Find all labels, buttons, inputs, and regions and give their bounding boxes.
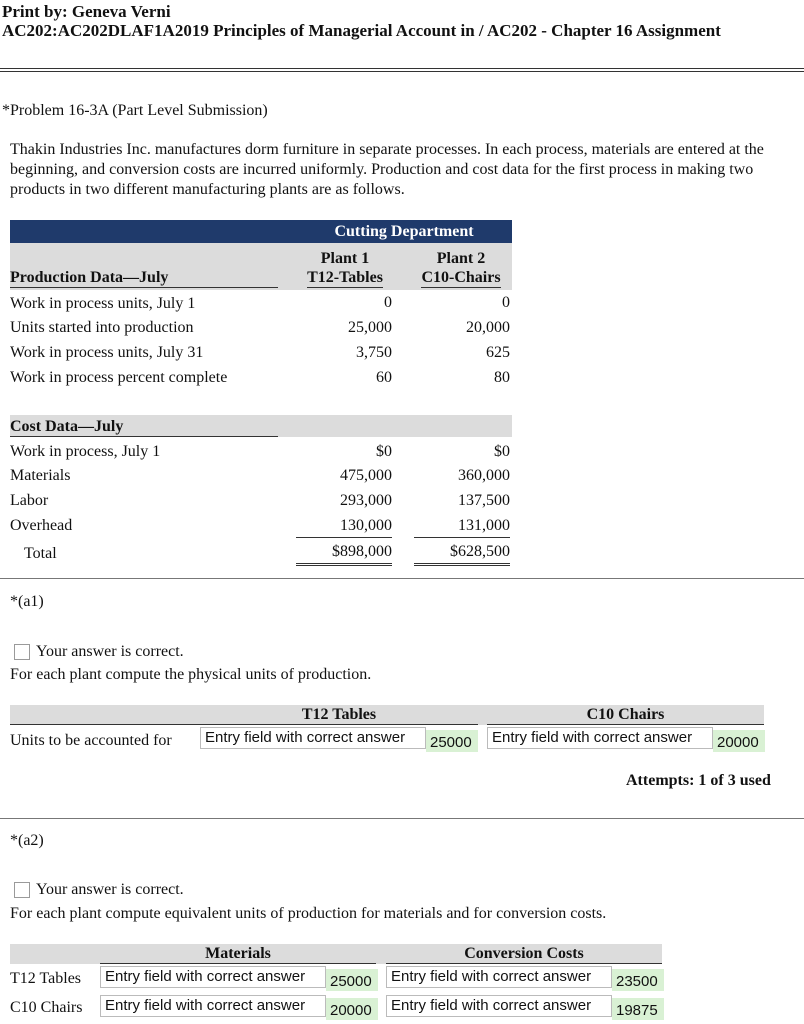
plant1-line2: T12-Tables (307, 269, 383, 286)
cost-row-p1: 475,000 (340, 467, 392, 484)
cost-row-label: Materials (10, 467, 71, 484)
cost-row-p1: 130,000 (340, 517, 392, 534)
total-rule-p2 (414, 537, 510, 538)
part-a1-instruction: For each plant compute the physical units of production. (10, 666, 372, 683)
total-double-rule-p2 (414, 563, 510, 566)
units-c10-answer: 20000 (713, 730, 765, 752)
c10-materials-input[interactable]: Entry field with correct answer (100, 995, 326, 1017)
cost-row-label: Work in process, July 1 (10, 443, 161, 460)
problem-description: Thakin Industries Inc. manufactures dorm furniture in separate processes. In each process, materials are entered at the beginning, and conversion costs are incurred uniformly. Production and cost data for the first process in making two products in two different manufacturing plants are as follows. (10, 141, 764, 198)
correct-status-checkbox (14, 644, 30, 660)
problem-title: *Problem 16-3A (Part Level Submission) (2, 102, 268, 119)
a2-col-conversion: Conversion Costs (464, 945, 584, 962)
cost-row-label: Overhead (10, 517, 73, 534)
prod-row-p2: 0 (502, 294, 510, 311)
plant2-line1: Plant 2 (436, 250, 486, 267)
prod-row-p1: 3,750 (356, 344, 392, 361)
table-header-bar-left (10, 220, 296, 243)
c10-conversion-answer: 19875 (612, 998, 664, 1020)
attempts-counter: Attempts: 1 of 3 used (626, 772, 771, 789)
course-title: AC202:AC202DLAF1A2019 Principles of Managerial Account in / AC202 - Chapter 16 Assignment (2, 21, 721, 40)
section-divider (0, 578, 804, 579)
section-divider (0, 818, 804, 819)
prod-row-p2: 80 (494, 369, 510, 386)
cost-header: Cost Data—July (10, 417, 278, 437)
cost-row-label: Labor (10, 492, 49, 509)
prod-row-p2: 20,000 (466, 319, 510, 336)
t12-conversion-answer: 23500 (612, 969, 664, 991)
cost-row-p1: $0 (376, 443, 392, 460)
total-rule-p1 (296, 537, 392, 538)
department-heading: Cutting Department (296, 220, 512, 243)
a1-row-label: Units to be accounted for (10, 732, 172, 749)
correct-status-checkbox (14, 882, 30, 898)
prod-row-label: Units started into production (10, 319, 194, 336)
t12-materials-answer: 25000 (326, 969, 378, 991)
a2-row-label: C10 Chairs (10, 999, 83, 1016)
units-t12-input[interactable]: Entry field with correct answer (200, 727, 426, 749)
c10-conversion-input[interactable]: Entry field with correct answer (386, 995, 612, 1017)
total-double-rule-p1 (296, 563, 392, 566)
production-header: Production Data—July (10, 268, 278, 288)
cost-row-p2: 137,500 (458, 492, 510, 509)
t12-conversion-input[interactable]: Entry field with correct answer (386, 966, 612, 988)
prod-row-label: Work in process units, July 31 (10, 344, 204, 361)
plant2-heading (412, 249, 510, 288)
total-p2: $628,500 (450, 543, 510, 560)
prod-row-p1: 60 (376, 369, 392, 386)
cost-row-p2: $0 (494, 443, 510, 460)
print-by: Print by: Geneva Verni (2, 2, 171, 21)
cost-row-p2: 360,000 (458, 467, 510, 484)
units-t12-answer: 25000 (426, 730, 478, 752)
prod-row-p2: 625 (486, 344, 510, 361)
cost-row-p2: 131,000 (458, 517, 510, 534)
a1-col-c10: C10 Chairs (586, 706, 665, 723)
part-a2-label: *(a2) (10, 832, 44, 849)
prod-row-label: Work in process percent complete (10, 369, 228, 386)
a2-col-materials: Materials (205, 945, 271, 962)
plant1-line1: Plant 1 (320, 250, 370, 267)
t12-materials-input[interactable]: Entry field with correct answer (100, 966, 326, 988)
part-a1-label: *(a1) (10, 593, 44, 610)
prod-row-p1: 25,000 (348, 319, 392, 336)
part-a2-instruction: For each plant compute equivalent units of production for materials and for conversion costs. (10, 905, 607, 922)
c10-materials-answer: 20000 (326, 998, 378, 1020)
total-p1: $898,000 (332, 543, 392, 560)
prod-row-label: Work in process units, July 1 (10, 295, 196, 312)
header-divider (0, 68, 804, 72)
plant1-heading (298, 249, 392, 288)
plant2-line2: C10-Chairs (421, 269, 501, 286)
a2-row-label: T12 Tables (10, 970, 82, 987)
a1-col-t12: T12 Tables (301, 706, 377, 723)
units-c10-input[interactable]: Entry field with correct answer (487, 727, 713, 749)
cost-row-p1: 293,000 (340, 492, 392, 509)
correct-status-text: Your answer is correct. (36, 643, 184, 660)
correct-status-text: Your answer is correct. (36, 881, 184, 898)
total-label: Total (24, 545, 57, 562)
prod-row-p1: 0 (384, 294, 392, 311)
